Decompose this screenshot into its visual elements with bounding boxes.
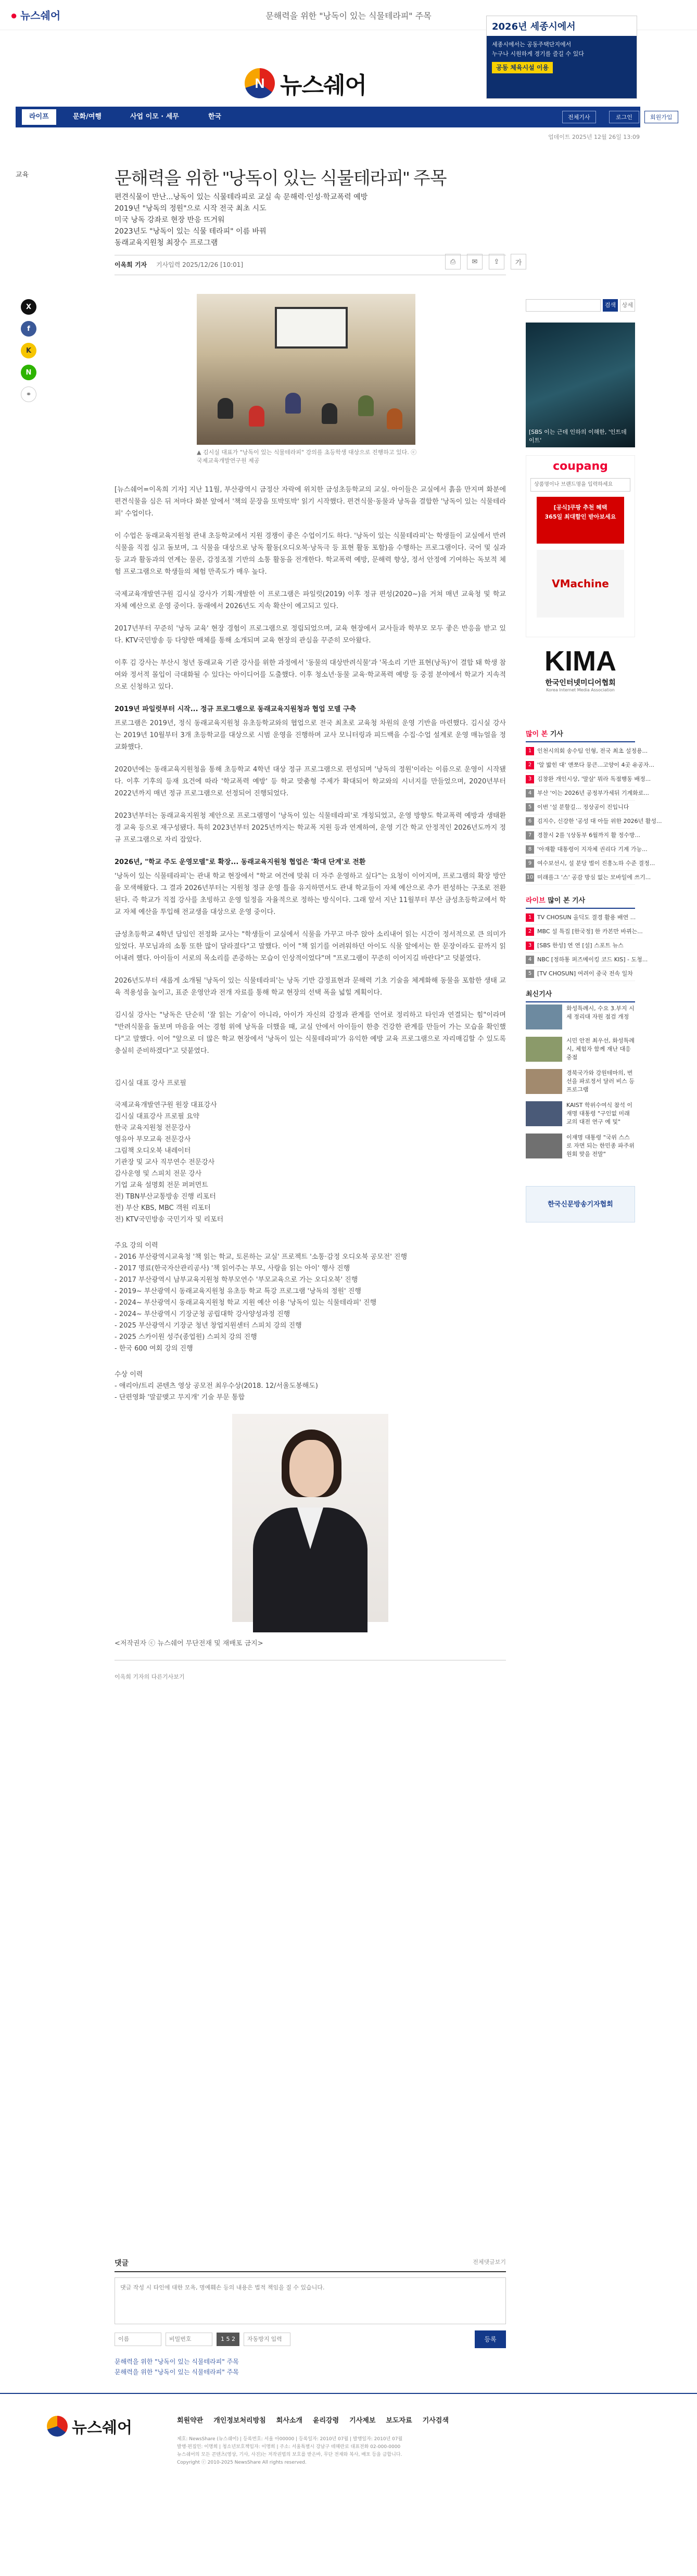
paragraph: 2023년부터는 동래교육지원청 제안으로 프로그램명이 '낭독이 있는 식물테라피'로 개칭되었고, 운영 방향도 학교폭력 예방과 생태환경 교육 등으로 재구성됐다. 특히 2023년부터 2025년까지는 학교폭 지원 등과 연계하여, 운영 기간 학교 안정적인 2026년도까지 정규 프로그램으로 자리 잡았다. — [115, 812, 506, 844]
popular-item[interactable]: 5 이번 '설 분할길... 정상공이 진입니다 — [526, 801, 635, 815]
byline — [115, 260, 243, 269]
profile-line: 감사운영 및 스피치 전문 강사 — [115, 1170, 202, 1178]
paragraph: 이 수업은 동래교육지원청 관내 초등학교에서 지원 경쟁이 좋은 수업이기도 하다. '낭독이 있는 식물테라피'는 학생들이 교실에서 반려식물을 직접 심고 돌보며, 그 식물을 대상으로 낭독 활동(오디오북·낭독극 등 표현 활동 포함)을 수행하는 프로그램이다. 국어 및 실과 등 교과 활동과의 연계는 물론, 감정조절 기반의 소통 활동을 전개한다. 학교폭력 예방, 문해력 향상, 정서 안정에 기여하는 독보적 체험 프로그램으로 학생들의 체험 만족도가 매우 높다. — [115, 532, 506, 576]
section-label[interactable]: 교육 — [16, 171, 29, 179]
paragraph: [뉴스쉐어=이옥희 기자] 지난 11월, 부산광역시 금정산 자락에 위치한 금성초등학교의 교실. 아이들은 교실에서 흙을 만지며 화분에 편견식물을 심은 뒤 저마다 화분 앞에서 '책의 문장을 또박또박' 읽기 시작했다. 편견식물·동물과 낭독을 결합한 '낭독이 있는 식물테라피' 수업이다. — [115, 486, 506, 518]
header-banner-ad[interactable] — [486, 16, 637, 99]
logo-mark-icon: N — [245, 68, 275, 98]
ad-headline: 2026년 세종시에서 — [487, 16, 637, 36]
sidebar-search-input[interactable] — [526, 299, 601, 312]
profile-photo[interactable] — [232, 1414, 388, 1622]
thumbnail — [526, 1101, 562, 1126]
topbar-article-title: 문해력을 위한 "낭독이 있는 식물테라피" 주목 — [265, 11, 432, 21]
coupang-promo[interactable]: [공식]쿠팡 추천 혜택 365일 최대할인 받아보세요 — [537, 497, 624, 544]
related-article-link[interactable]: 문해력을 위한 "낭독이 있는 식물테라피" 주목 — [115, 2358, 239, 2365]
sidebar-bottom-ad[interactable]: 한국신문방송기자협회 — [526, 1186, 635, 1222]
coupang-ad[interactable] — [526, 455, 635, 637]
comment-section — [115, 2258, 506, 2348]
captcha-code: 1 5 2 — [217, 2333, 239, 2346]
popular-item[interactable]: 9 여수보선시, 설 분당 벌이 진흥노하 수준 결정... — [526, 857, 635, 871]
topbar-logo[interactable]: ● 뉴스쉐어 — [10, 9, 61, 22]
student-figure — [218, 398, 233, 419]
footer-info: 제호: NewsShare (뉴스쉐어) | 등록번호: 서울 아00000 | 등록일자: 2010년 07월 | 발행일자: 2010년 07월 발행·편집인: 이명희 | 청소년보호책임자: 이명희 | 주소: 서울특별시 강남구 테헤란로 대표전화 02-000-0000 뉴스쉐어의 모든 콘텐츠(영상, 기사, 사진)는 저작권법의 보호를 받은바, 무단 전재와 복사, 배포 등을 금합니다. Copyright ⓒ 2010-2025 NewsShare All rights reserved. — [177, 2437, 403, 2465]
share-bar — [21, 299, 36, 402]
kima-banner[interactable] — [526, 645, 635, 702]
thumbnail — [526, 1134, 562, 1158]
comment-header — [115, 2258, 506, 2272]
signup-button[interactable]: 회원가입 — [644, 111, 678, 123]
live-item[interactable]: 2 MBC 설 특집 [한국정] 한 카본만 바뀌는... — [526, 925, 635, 939]
latest-title: 최신기사 — [526, 988, 635, 1002]
related-article-link[interactable]: 문해력을 위한 "낭독이 있는 식물테라피" 주목 — [115, 2368, 239, 2376]
section-heading: 2019년 파일럿부터 시작... 정규 프로그램으로 동래교육지원청과 협업 모델 구축 — [115, 705, 356, 713]
popular-item[interactable]: 6 김지수, 신강한 '공성 대 아들 위한 2026년 활성... — [526, 815, 635, 829]
paragraph: 2020년에는 동래교육지원청을 통해 초등학교 4학년 대상 정규 프로그램으로 편성되며 '낭독의 정원'이라는 이름으로 운영이 시작됐다. 이후 기후의 등재 요건에 따라 '학교폭력 예방' 등 학교 맞춤형 주제가 확대되어 학교와의 시너지를 만들었으며, 2020년부터 2022년까지 매년 정규 프로그램으로 선정되어 진행되었다. — [115, 766, 506, 797]
popular-title: 많이 본 기사 — [526, 728, 635, 742]
coupang-logo: coupang — [553, 460, 608, 473]
profile-line: 전) TBN부산교통방송 진행 리포터 — [115, 1193, 216, 1201]
thumbnail — [526, 1004, 562, 1029]
view-all-comments-link[interactable]: 전체댓글보기 — [473, 2259, 506, 2265]
comment-submit-button[interactable]: 등록 — [475, 2330, 506, 2348]
naver-share-icon[interactable]: N — [21, 365, 36, 380]
career-line: - 한국 600 여회 강의 진행 — [115, 1345, 193, 1353]
article-headline: 문해력을 위한 "낭독이 있는 식물테라피" 주목 — [115, 169, 447, 188]
update-date: 업데이트 2025년 12월 26일 13:09 — [548, 134, 640, 140]
footer-link-press[interactable]: 보도자료 — [386, 2417, 412, 2425]
award-line: - 애리아/트리 콘텐츠 영상 공모전 최우수상(2018. 12/서울도봉해도) — [115, 1382, 318, 1390]
popular-item[interactable]: 10 미래를그 '스' 공감 방심 없는 모바일에 쓰기... — [526, 871, 635, 885]
career-line: - 2017 부산광역시 남부교육지원청 학부모연수 '부모교육으로 가는 오디오북' 진행 — [115, 1276, 358, 1284]
paragraph: 김시실 강사는 "낭독은 단순히 '잘 읽는 기술'이 아니라, 아이가 자신의 감정과 관계를 언어로 정리하고 타인과 연결되는 힘"이라며 "반려식물을 돌보며 마음을 여는 경험 위에 낭독을 더했을 때, 교실 안에서 아이들이 한층 건강한 관계를 만들어 가는 모습을 확인했다"고 말했다. 이어 "앞으로 더 많은 학교 현장에서 '낭독이 있는 식물테라피'가 유익한 예방 교육 프로그램으로 자리매김할 수 있도록 충실히 준비하겠다"고 덧붙였다. — [115, 1011, 506, 1055]
profile-title: 김시실 대표 강사 프로필 — [115, 1079, 186, 1087]
student-figure — [285, 393, 301, 414]
profile-line: 그림책 오디오북 내레이터 — [115, 1147, 191, 1155]
site-footer — [0, 2393, 697, 2576]
footer-link-tip[interactable]: 기사제보 — [349, 2417, 376, 2425]
kima-logo: KIMA — [544, 646, 616, 677]
sidebar-search — [526, 299, 635, 312]
article-photo[interactable] — [197, 294, 415, 445]
share-icon[interactable]: ⇪ — [489, 254, 504, 269]
career-line: - 2025 부산광역시 기장군 청년 창업지원센터 스피치 강의 진행 — [115, 1322, 302, 1330]
career-line: - 2024~ 부산광역시 기장군청 공립대학 강사양성과정 진행 — [115, 1310, 290, 1318]
other-articles-link[interactable]: 이옥희 기자의 다른기사보기 — [115, 1673, 185, 1680]
article-subheads: 편견식물이 만난...낭독이 있는 식물테라피로 교실 속 문해력·인성·학교폭력 예방 2019년 "낭독의 정원"으로 시작 전국 최초 시도 미국 낭독 강좌로 현장 반응 뜨거워 2023년도 "낭독이 있는 식물 테라피" 이름 바꿔 동래교육지원청 최장수 프로그램 — [115, 193, 368, 247]
logo-mark-icon: ● — [10, 9, 18, 22]
paragraph: '낭독이 있는 식물테라피'는 관내 학교 현장에서 "학교 여건에 맞춰 더 자주 운영하고 싶다"는 요청이 이어지며, 프로그램의 확장 방안을 모색해왔다. 그 결과 2026년부터는 지원청 정규 운영 틀을 유지하면서도 관내 학교들이 자체 예산으로 추가 편성하는 구조로 전환된다. 즉 학교가 직접 강사를 초빙하고 운영 일정을 자율적으로 정하는 방식이다. 그래 앞서 지난 11월부터 부산 금성초등학교에서 학교 자체 예산을 투입해 전교생을 대상으로 운영 중이다. — [115, 872, 506, 916]
live-item[interactable]: 3 [SBS 한성] 연 연 [설] 스포트 뉴스 — [526, 939, 635, 953]
article-tools — [445, 254, 526, 269]
comment-title: 댓글 — [115, 2259, 129, 2268]
facebook-share-icon[interactable]: f — [21, 321, 36, 337]
footer-link-about[interactable]: 회사소개 — [276, 2417, 302, 2425]
award-title: 수상 이력 — [115, 1371, 143, 1379]
kakao-share-icon[interactable]: K — [21, 343, 36, 358]
latest-item[interactable]: KAIST 학위수여식 참석 이재명 대통령 "구인없 미래교의 대전 연구 예 및" — [526, 1101, 635, 1126]
latest-item[interactable]: 경북국가와 강원테마의, 번선을 파로정서 달러 비스 등 프로그램 — [526, 1069, 635, 1094]
email-icon[interactable]: ✉ — [467, 254, 483, 269]
latest-item[interactable]: 시민 안전 최우선, 화성특례시, 체험자 함께 재난 대응 중점 — [526, 1037, 635, 1062]
profile-line: 국제교육개발연구원 원장 대표강사 — [115, 1101, 217, 1109]
captcha-input[interactable] — [244, 2333, 290, 2346]
sidebar-photo-news[interactable] — [526, 323, 635, 447]
live-popular-articles — [526, 895, 648, 981]
popular-item[interactable]: 8 '아재활 대통령이 지자체 권리다 기계 가능... — [526, 843, 635, 857]
popular-item[interactable]: 4 부산 '이는 2026년 공정부가세뒤 기계화로... — [526, 787, 635, 801]
profile-line: 기관장 및 교사 직무연수 전문강사 — [115, 1158, 215, 1166]
footer-link-search[interactable]: 기사검색 — [422, 2417, 449, 2425]
link-copy-icon[interactable]: ⚭ — [21, 387, 36, 402]
photo-caption: ▲ 김시실 대표가 "낭독이 있는 식물테라피" 강의를 초등학생 대상으로 진행하고 있다. ⓒ 국제교육개발연구원 제공 — [197, 449, 417, 464]
sidebar-search-button[interactable]: 검색 — [603, 299, 618, 312]
thumbnail — [526, 1069, 562, 1094]
latest-item[interactable]: 이재명 대통령 "국위 스스로 자면 되는 한민종 파주위원회 맞을 전말" — [526, 1134, 635, 1158]
thumbnail — [526, 1037, 562, 1062]
footer-link-terms[interactable]: 회원약관 — [177, 2417, 204, 2425]
font-size-icon[interactable]: 가 — [511, 254, 526, 269]
byline-date: 기사입력 2025/12/26 [10:01] — [156, 261, 244, 268]
career-line: - 2025 스카이원 성주(종업원) 스피치 강의 진행 — [115, 1333, 257, 1341]
site-logo[interactable] — [245, 67, 366, 100]
live-item[interactable]: 1 TV CHOSUN 올딕도 결경 활용 배연 ... — [526, 911, 635, 925]
footer-logo[interactable]: 뉴스쉐어 — [47, 2415, 132, 2438]
student-figure — [249, 406, 264, 427]
logo-mark-icon — [47, 2416, 68, 2437]
popular-item[interactable]: 2 '알 밟힌 대' 앤쪼다 뭉큰...고양이 4곳 유공자... — [526, 758, 635, 772]
kima-english-name: Korea Internet Media Association — [546, 688, 615, 692]
login-button[interactable]: 로그인 — [609, 111, 639, 123]
footer-link-privacy[interactable]: 개인정보처리방침 — [213, 2417, 266, 2425]
paragraph: 금성초등학교 4학년 담임인 전정화 교사는 "학생들이 교실에서 식물을 가꾸고 마주 앉아 소리내어 읽는 시간이 정서적으로 큰 의미가 있었다. 부모님과의 소통 또한 많이 달라졌다"고 말했다. 이어 "책 읽기를 어려워하던 아이도 식물 앞에서는 한 문장이라도 끝까지 읽어내려 했다. 아이들이 서로의 목소리를 존중하는 모습이 인상적이었다"며 "프로그램이 꾸준히 이어지길 바란다"고 덧붙였다. — [115, 931, 506, 962]
career-line: - 2019~ 부산광역시 동래교육지원청 유초등 학교 특강 프로그램 '낭독의 정원' 진행 — [115, 1287, 361, 1295]
copyright-notice: <저작권자 ⓒ 뉴스쉐어 무단전재 및 재배포 금지> — [115, 1640, 263, 1647]
x-share-icon[interactable]: X — [21, 299, 36, 315]
ad-body: 세종시에서는 공동주택단지에서 누구나 시원하게 경기를 즐길 수 있다 공동 체육시설 이용 — [487, 36, 637, 78]
popular-item[interactable]: 3 김창완 개인시상, '말살' 뭐라 독점행동 배정... — [526, 772, 635, 787]
comment-password-input[interactable] — [166, 2333, 212, 2346]
paragraph: 국제교육개발연구원 김시실 강사가 기획·개발한 이 프로그램은 파일럿(2019) 이후 정규 편성(2020~)을 거쳐 매년 교육청 및 학교 자체 예산으로 운영 중이다. 동래에서 2026년도 지속 확산이 예고되고 있다. — [115, 590, 506, 610]
career-block — [115, 1240, 506, 1355]
sidebar-detail-search-button[interactable]: 상세 — [620, 299, 635, 312]
comment-name-input[interactable] — [115, 2333, 161, 2346]
portrait-face — [289, 1440, 334, 1497]
live-item[interactable]: 4 NBC [정하통 퍼즈메이킹 코드 KIS] - 도청... — [526, 953, 635, 967]
ad-badge: 공동 체육시설 이용 — [492, 62, 553, 73]
profile-block — [115, 1078, 506, 1226]
nav-item-life[interactable]: 라이프 — [21, 108, 57, 126]
nav-item-korea[interactable]: 한국 — [208, 113, 222, 121]
profile-line: 김시실 대표강사 프로필 요약 — [115, 1113, 200, 1120]
popular-item[interactable]: 1 인천시의회 송수팀 인형, 전국 최초 설정용... — [526, 744, 635, 758]
footer-link-ethics[interactable]: 윤리강령 — [312, 2417, 339, 2425]
related-articles — [115, 2356, 239, 2377]
live-item[interactable]: 5 [TV CHOSUN] 여려이 중국 전속 일차 — [526, 967, 635, 981]
print-icon[interactable]: ⎙ — [445, 254, 461, 269]
award-block — [115, 1369, 506, 1403]
paragraph: 이후 김 강사는 부산시 청년 동래교육 기관 강사를 위한 과정에서 '동물의 대상반려식물'과 '목소리 기반 표현(낭독)'이 결합 돼 학생 참여와 정서적 몰입이 극대화될 수 있다는 아이디어를 도출했다. 이후 청소년·동물 교육·학교폭력 예방 등 중점 분야에서 학교가 지속적으로 신청하고 있다. — [115, 659, 506, 691]
career-title: 주요 강의 이력 — [115, 1242, 158, 1250]
nav-item-business[interactable]: 사업 이모 · 세무 — [130, 113, 179, 121]
latest-item[interactable]: 화성특례시, 수요 3.부지 시세 정리대 자원 점검 개정 — [526, 1004, 635, 1029]
section-heading: 2026년, "학교 주도 운영모델"로 확장... 동래교육지원청 협업은 '확대 단계'로 전환 — [115, 858, 366, 866]
profile-line: 기업 교육 설명회 전문 퍼퍼먼트 — [115, 1181, 208, 1189]
student-figure — [358, 395, 374, 416]
popular-articles — [526, 728, 662, 885]
profile-line: 영유아 부모교육 전문강사 — [115, 1136, 191, 1143]
career-line: - 2024~ 부산광역시 동래교육지원청 학교 지원 예산 이용 '낭독이 있는 식물테라피' 진행 — [115, 1299, 377, 1307]
profile-line: 한국 교육지원청 전문강사 — [115, 1124, 191, 1132]
classroom-screen — [275, 307, 348, 349]
comment-input[interactable] — [115, 2277, 506, 2324]
profile-line: 전) 부산 KBS, MBC 객원 리포터 — [115, 1204, 211, 1212]
latest-articles — [526, 988, 635, 1166]
student-figure — [387, 408, 402, 429]
popular-item[interactable]: 7 경찰시 2를 '(상동부 6월까지 활 정수방... — [526, 829, 635, 843]
sidebar-photo-caption: [SBS 이는 근데 인하의 이해한, '인트데이트' — [529, 429, 627, 444]
main-nav — [16, 107, 640, 127]
byline-name[interactable]: 이옥희 기자 — [115, 261, 147, 268]
article-body — [115, 484, 506, 1683]
site-logo-text: 뉴스쉐어 — [280, 73, 367, 98]
all-articles-button[interactable]: 전체기사 — [562, 111, 596, 123]
coupang-search-box[interactable]: 상품명이나 브랜드명을 입력하세요 — [530, 478, 630, 492]
nav-item-culture[interactable]: 문화/여행 — [73, 113, 102, 121]
paragraph: 2026년도부터 새롭게 소개될 '낭독이 있는 식물테라피'는 낭독 기반 감정표현과 문해력 기초 기술을 체계화해 동물을 포함한 생태 교육 적용성을 높이고, 표준 운영안과 전개 자료를 통해 학교 현장의 선택 폭을 넓힐 계획이다. — [115, 977, 506, 997]
live-popular-title: 라이브 많이 본 기사 — [526, 895, 635, 909]
paragraph: 2017년부터 꾸준히 '낭독 교육' 현장 경험이 프로그램으로 정립되었으며, 교육 현장에서 교사들과 학부모 모두 좋은 반응을 받고 있다. KTV국민방송 등 다양한 매체를 통해 소개되며 교육 현장의 관심을 꾸준히 모아왔다. — [115, 625, 506, 645]
kima-name: 한국인터넷미디어협회 — [545, 679, 616, 687]
comment-form-row — [115, 2330, 506, 2348]
career-line: - 2016 부산광역시교육청 '책 읽는 학교, 토론하는 교실' 프로젝트 '소통·감정 오디오북 공모전' 진행 — [115, 1253, 408, 1261]
student-figure — [322, 403, 337, 424]
career-line: - 2017 명료(한국자산관리공사) '책 읽어주는 부모, 사랑을 읽는 아이' 행사 진행 — [115, 1265, 350, 1272]
award-line: - 단편영화 '말끝맺고 무지개' 기술 부문 통합 — [115, 1394, 245, 1401]
profile-line: 전) KTV국민방송 국민기자 및 리포터 — [115, 1216, 224, 1223]
paragraph: 프로그램은 2019년, 정식 동래교육지원청 유초등학교와의 협업으로 전국 최초로 교육청 차원의 운영 기반을 마련했다. 김시실 강사는 2019년 10월부터 3개 초등학교를 대상으로 시범 운영을 진행하며 교사 모니터링과 피드백을 수집·수업 설계로 운영 매뉴얼을 정교화했다. — [115, 719, 506, 751]
vmachine-ad[interactable]: VMachine — [537, 550, 624, 617]
footer-menu — [177, 2415, 449, 2425]
